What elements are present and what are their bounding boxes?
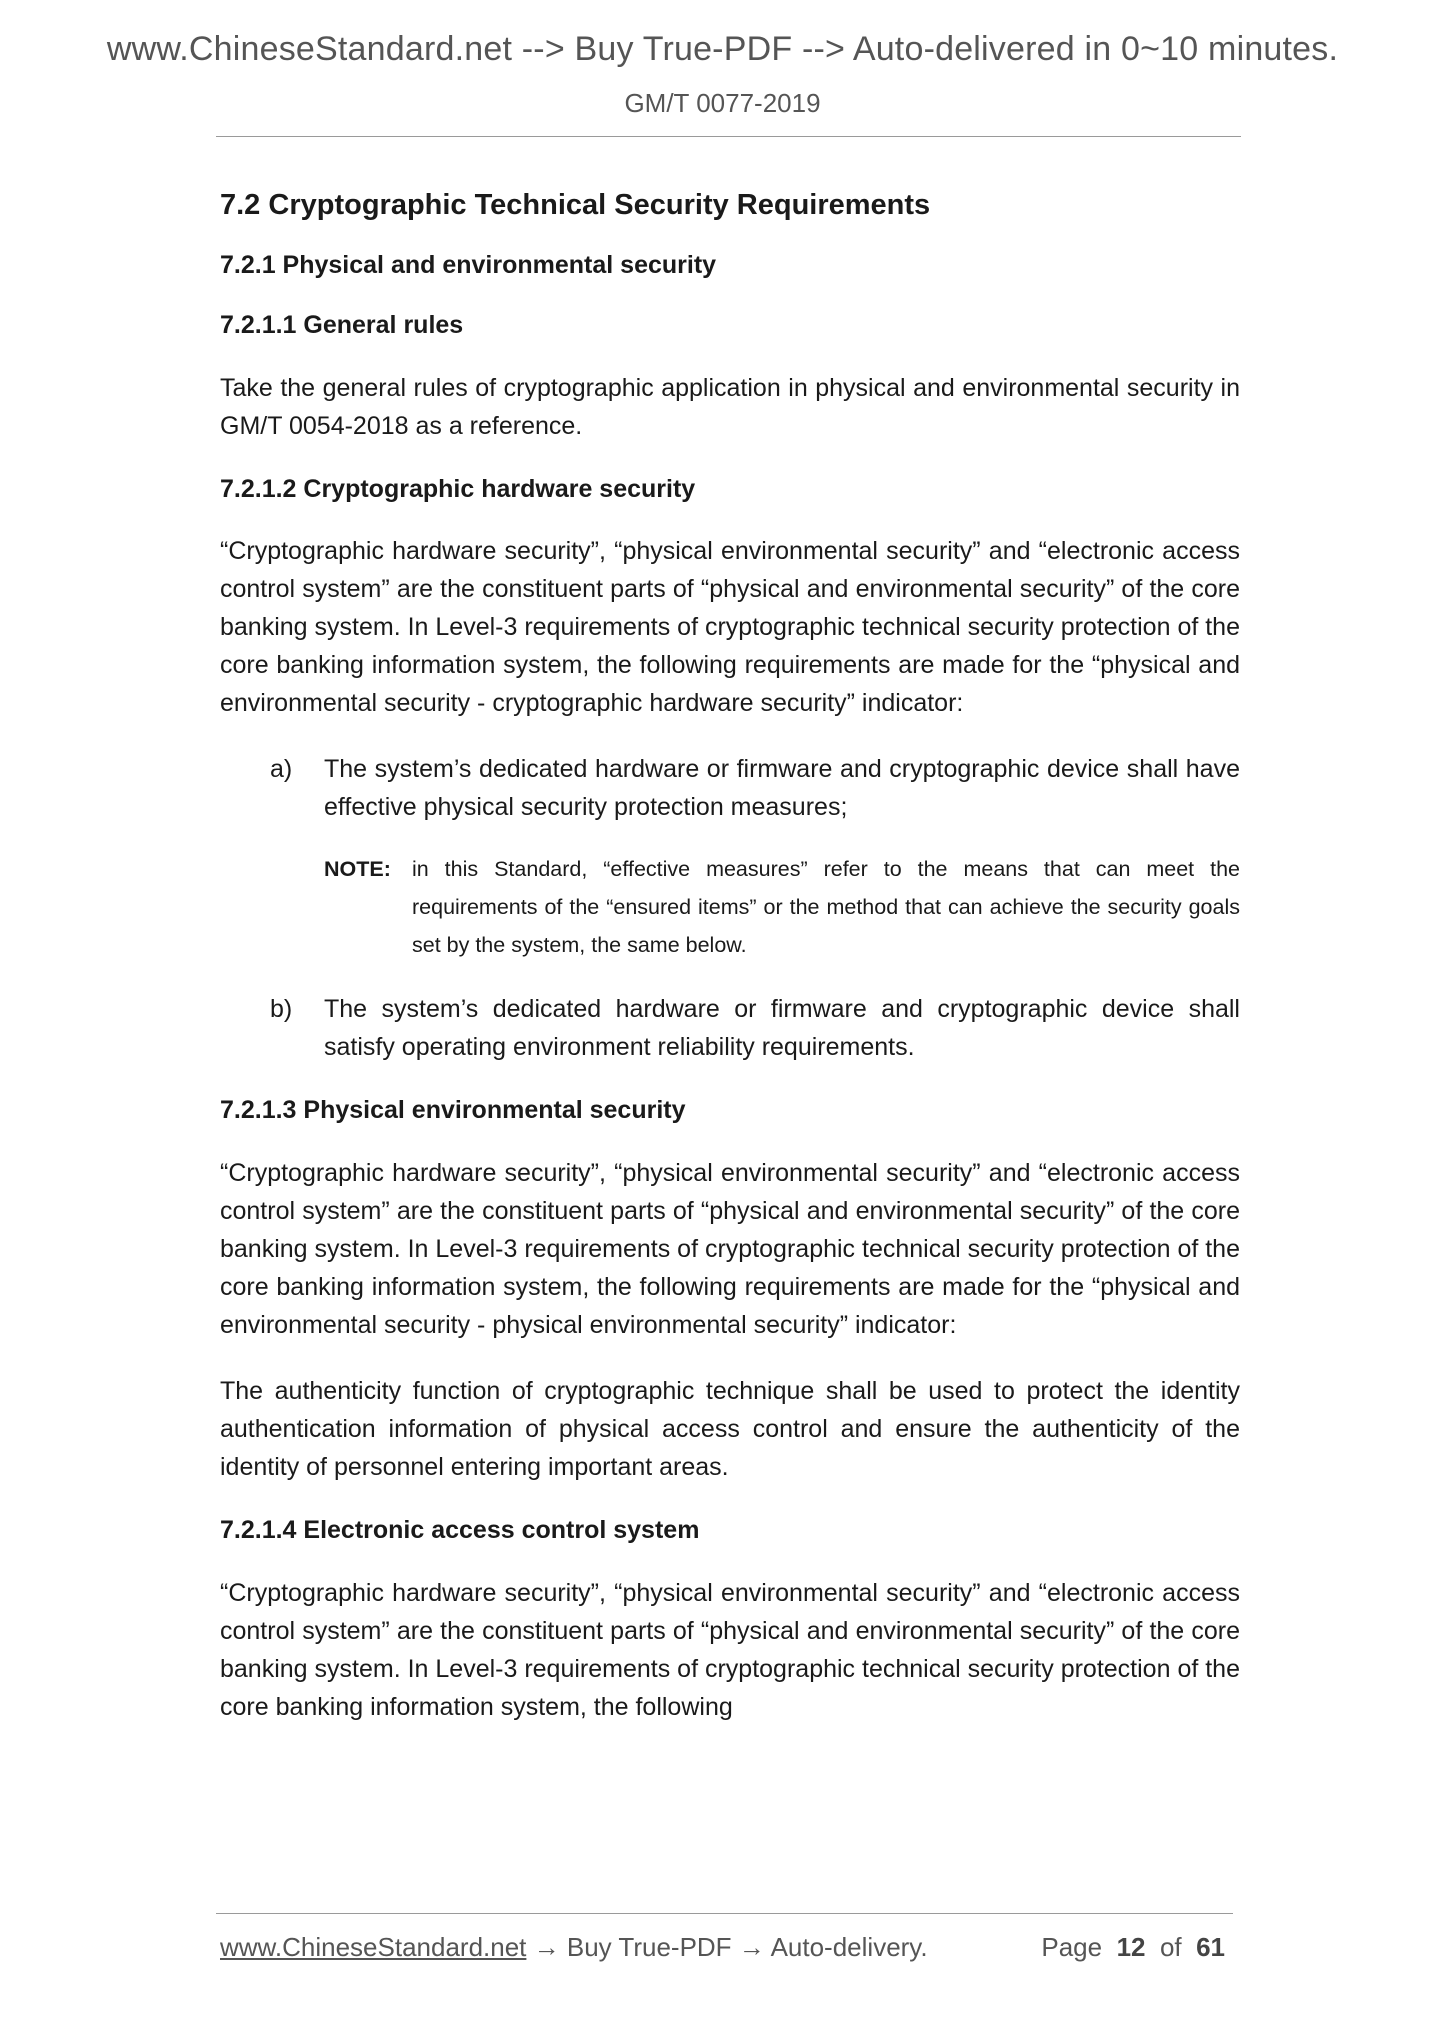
note-text: in this Standard, “effective measures” refer to the means that can meet the requirements of the “ensured items” or the method that can achieve the security goals set by the system, the same below. [412,857,1240,958]
section-heading-7-2-1: 7.2.1 Physical and environmental security [220,251,717,280]
footer-left [220,1932,928,1963]
page-content [220,176,1240,1754]
document-number: GM/T 0077-2019 [624,88,821,118]
page-counter [1041,1932,1225,1963]
page-current: 12 [1116,1932,1146,1962]
section-heading-7-2-1-4: 7.2.1.4 Electronic access control system [220,1516,700,1545]
physical-environment-requirement: The authenticity function of cryptographic technique shall be used to protect the identity authentication information of physical access control and ensure the authenticity of the identity of personnel entering important areas. [220,1377,1240,1482]
section-heading-7-2-1-1: 7.2.1.1 General rules [220,310,464,339]
physical-environment-paragraph: “Cryptographic hardware security”, “physical environmental security” and “electronic access control system” are the constituent parts of “physical and environmental security” of the core banking system. In Level-3 requirements of cryptographic technical security protection of the core banking information system, the following requirements are made for the “physical and environmental security - physical environmental security” indicator: [220,1159,1240,1340]
header-divider [216,136,1241,137]
page-word: Page [1041,1932,1103,1962]
section-heading-7-2-1-2: 7.2.1.2 Cryptographic hardware security [220,474,696,503]
list-item-a [220,750,1240,826]
section-heading-7-2-1-3: 7.2.1.3 Physical environmental security [220,1096,686,1125]
footer-divider [216,1913,1233,1914]
footer-link[interactable]: www.ChineseStandard.net [220,1932,527,1962]
note-block [324,850,1240,964]
footer-tagline: → Buy True-PDF → Auto-delivery. [526,1932,928,1962]
page-total: 61 [1196,1932,1225,1962]
note-label: NOTE: [324,857,391,882]
general-rules-paragraph: Take the general rules of cryptographic application in physical and environmental security in GM/T 0054-2018 as a reference. [220,373,1240,440]
hardware-security-paragraph: “Cryptographic hardware security”, “physical environmental security” and “electronic access control system” are the constituent parts of “physical and environmental security” of the core banking system. In Level-3 requirements of cryptographic technical security protection of the core banking information system, the following requirements are made for the “physical and environmental security - cryptographic hardware security” indicator: [220,537,1240,718]
section-heading-7-2: 7.2 Cryptographic Technical Security Requirements [220,189,931,221]
list-marker-a: a) [270,755,293,784]
list-text-a: The system’s dedicated hardware or firmware and cryptographic device shall have effective physical security protection measures; [324,755,1240,822]
of-word: of [1159,1932,1182,1962]
list-text-b: The system’s dedicated hardware or firmware and cryptographic device shall satisfy operating environment reliability requirements. [324,995,1240,1062]
list-marker-b: b) [270,995,293,1024]
header-banner: www.ChineseStandard.net --> Buy True-PDF --> Auto-delivered in 0~10 minutes. [106,30,1339,68]
access-control-paragraph: “Cryptographic hardware security”, “physical environmental security” and “electronic access control system” are the constituent parts of “physical and environmental security” of the core banking system. In Level-3 requirements of cryptographic technical security protection of the core banking information system, the following [220,1578,1240,1721]
list-item-b [220,990,1240,1066]
